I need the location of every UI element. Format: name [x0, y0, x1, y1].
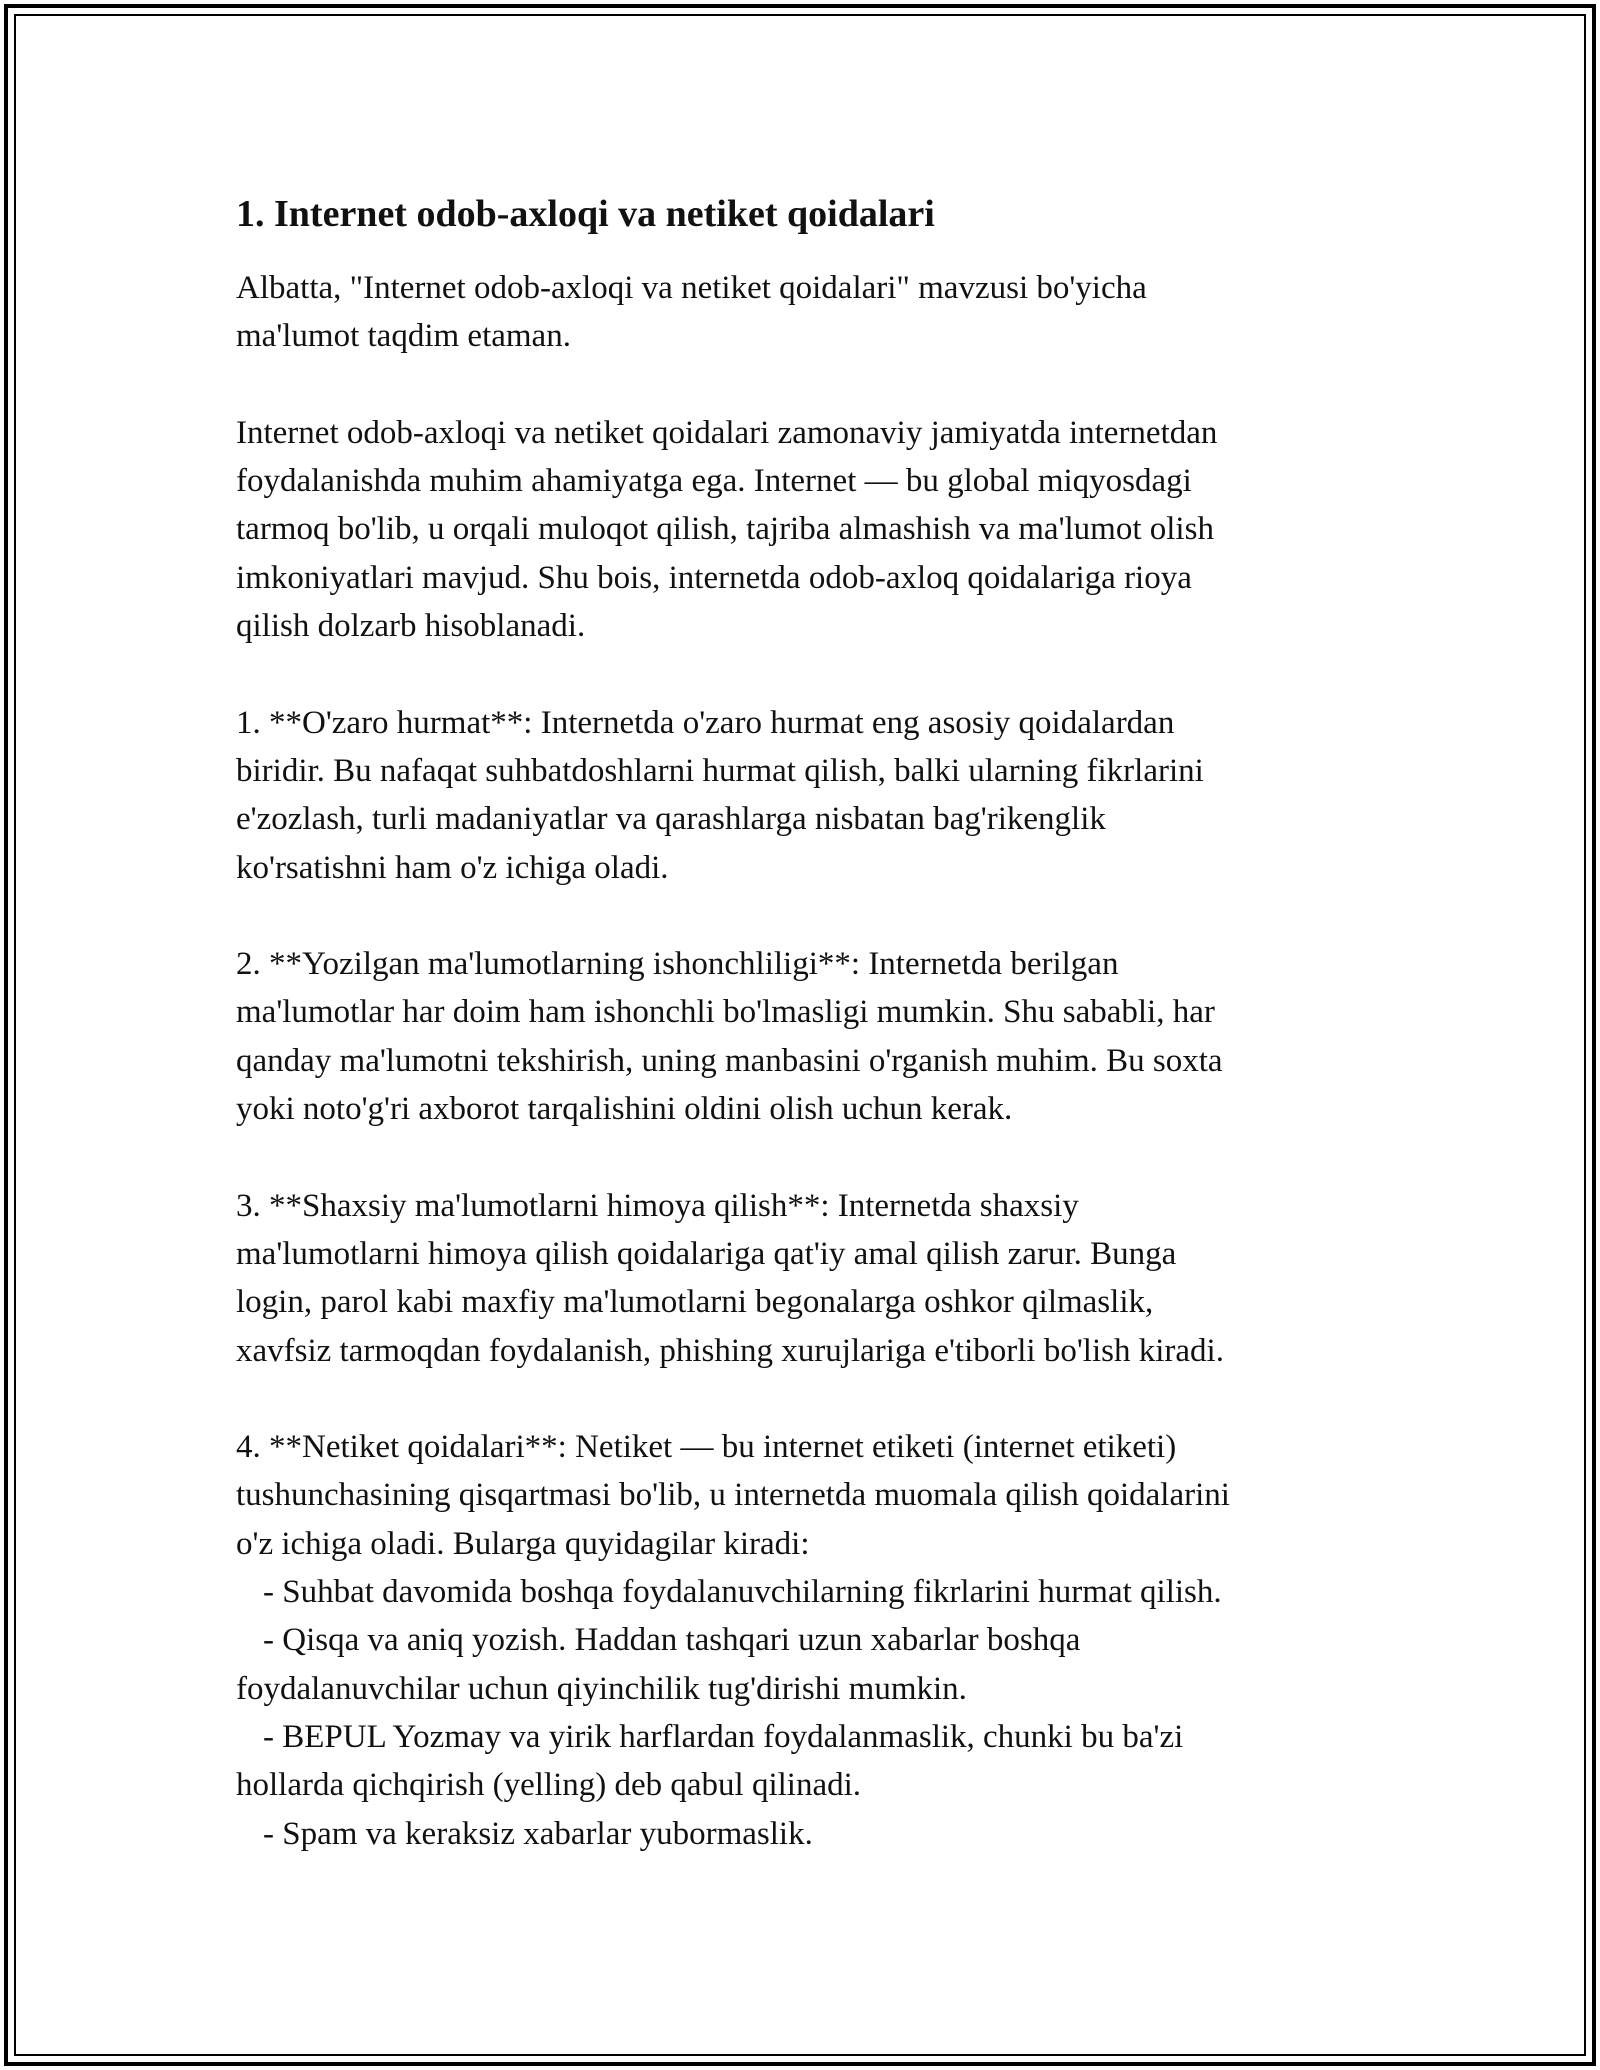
bullet-line: - Suhbat davomida boshqa foydalanuvchilarning fikrlarini hurmat qilish. [263, 1574, 1222, 1611]
list-item-line: ma'lumotlar har doim ham ishonchli bo'lmasligi mumkin. Shu sababli, har [236, 994, 1215, 1031]
bullet-line: - BEPUL Yozmay va yirik harflardan foydalanmaslik, chunki bu ba'zi [263, 1718, 1184, 1755]
paragraph-line: Internet odob-axloqi va netiket qoidalari zamonaviy jamiyatda internetdan [236, 414, 1218, 451]
bullet-line: - Spam va keraksiz xabarlar yubormaslik. [263, 1815, 813, 1852]
paragraph-gap [236, 650, 1366, 698]
paragraph-gap [236, 1133, 1366, 1181]
paragraph-gap [236, 361, 1366, 409]
list-item-line: 1. **O'zaro hurmat**: Internetda o'zaro hurmat eng asosiy qoidalardan [236, 704, 1175, 741]
list-item-line: 4. **Netiket qoidalari**: Netiket — bu internet etiketi (internet etiketi) [236, 1429, 1177, 1466]
intro-line: Albatta, "Internet odob-axloqi va netiket qoidalari" mavzusi bo'yicha [236, 270, 1147, 306]
list-item-line: 3. **Shaxsiy ma'lumotlarni himoya qilish**: Internetda shaxsiy [236, 1187, 1079, 1224]
list-item-line: biridir. Bu nafaqat suhbatdoshlarni hurmat qilish, balki ularning fikrlarini [236, 752, 1204, 789]
paragraph-line: foydalanishda muhim ahamiyatga ega. Internet — bu global miqyosdagi [236, 463, 1192, 500]
list-item-line: o'z ichiga oladi. Bularga quyidagilar kiradi: [236, 1525, 810, 1562]
list-item-line: 2. **Yozilgan ma'lumotlarning ishonchliligi**: Internetda berilgan [236, 946, 1119, 983]
list-item-line: tushunchasining qisqartmasi bo'lib, u internetda muomala qilish qoidalarini [236, 1477, 1230, 1514]
list-item-line: ma'lumotlarni himoya qilish qoidalariga qat'iy amal qilish zarur. Bunga [236, 1235, 1177, 1272]
document-heading: 1. Internet odob-axloqi va netiket qoidalari [236, 193, 935, 235]
list-item-line: yoki noto'g'ri axborot tarqalishini oldini olish uchun kerak. [236, 1091, 1013, 1128]
list-item-line: qanday ma'lumotni tekshirish, uning manbasini o'rganish muhim. Bu soxta [236, 1042, 1223, 1079]
bullet-continuation: hollarda qichqirish (yelling) deb qabul qilinadi. [236, 1767, 862, 1804]
paragraph-gap [236, 892, 1366, 940]
document-body [236, 186, 1366, 1858]
list-item-line: ko'rsatishni ham o'z ichiga oladi. [236, 849, 669, 886]
intro-line: ma'lumot taqdim etaman. [236, 318, 571, 355]
paragraph-line: tarmoq bo'lib, u orqali muloqot qilish, tajriba almashish va ma'lumot olish [236, 511, 1214, 548]
bullet-continuation: foydalanuvchilar uchun qiyinchilik tug'dirishi mumkin. [236, 1670, 967, 1707]
list-item-line: login, parol kabi maxfiy ma'lumotlarni begonalarga oshkor qilmaslik, [236, 1284, 1154, 1321]
list-item-line: xavfsiz tarmoqdan foydalanish, phishing xurujlariga e'tiborli bo'lish kiradi. [236, 1332, 1224, 1369]
paragraph-gap [236, 1375, 1366, 1423]
paragraph-line: qilish dolzarb hisoblanadi. [236, 608, 586, 645]
list-item-line: e'zozlash, turli madaniyatlar va qarashlarga nisbatan bag'rikenglik [236, 801, 1106, 838]
bullet-line: - Qisqa va aniq yozish. Haddan tashqari uzun xabarlar boshqa [263, 1622, 1081, 1659]
paragraph-line: imkoniyatlari mavjud. Shu bois, internetda odob-axloq qoidalariga rioya [236, 559, 1192, 596]
